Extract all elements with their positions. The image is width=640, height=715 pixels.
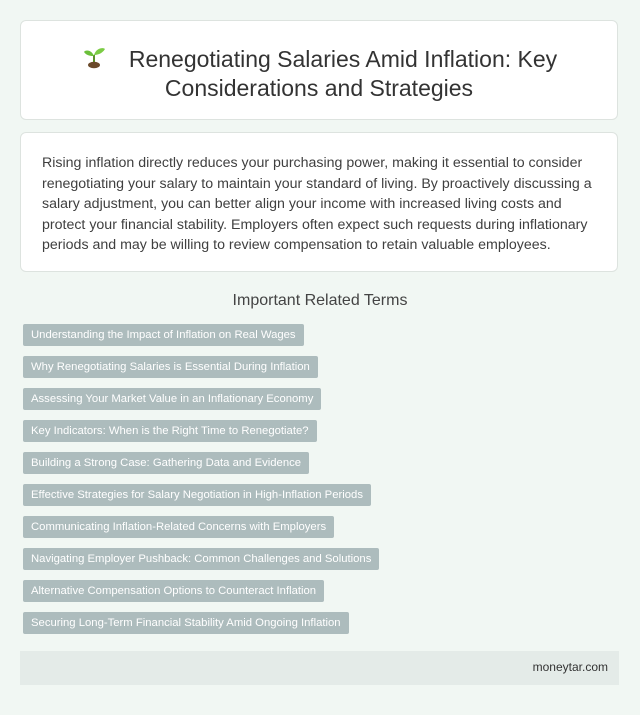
term-tag[interactable]: Assessing Your Market Value in an Inflationary Economy [23, 388, 321, 410]
title-card [20, 20, 618, 120]
sprout-icon [81, 44, 107, 70]
term-tag[interactable]: Building a Strong Case: Gathering Data and Evidence [23, 452, 309, 474]
term-tag[interactable]: Navigating Employer Pushback: Common Challenges and Solutions [23, 548, 379, 570]
intro-paragraph: Rising inflation directly reduces your purchasing power, making it essential to consider renegotiating your salary to maintain your standard of living. By proactively discussing a salary adjustment, you can better align your income with increased living costs and protect your financial stability. Employers often expect such requests during inflationary periods and may be willing to review compensation to retain valuable employees. [42, 155, 592, 253]
term-tag[interactable]: Key Indicators: When is the Right Time to Renegotiate? [23, 420, 317, 442]
footer-site-link[interactable]: moneytar.com [532, 660, 608, 674]
intro-card [20, 132, 618, 272]
term-tag[interactable]: Why Renegotiating Salaries is Essential During Inflation [23, 356, 318, 378]
footer-bar [20, 651, 619, 685]
page-title: Renegotiating Salaries Amid Inflation: Key Considerations and Strategies [128, 46, 558, 101]
page-title-block [21, 44, 617, 103]
term-tag[interactable]: Understanding the Impact of Inflation on Real Wages [23, 324, 304, 346]
related-terms-list [23, 324, 379, 644]
term-tag[interactable]: Communicating Inflation-Related Concerns with Employers [23, 516, 334, 538]
related-terms-heading: Important Related Terms [232, 292, 408, 309]
term-tag[interactable]: Alternative Compensation Options to Counteract Inflation [23, 580, 324, 602]
term-tag[interactable]: Effective Strategies for Salary Negotiation in High-Inflation Periods [23, 484, 371, 506]
term-tag[interactable]: Securing Long-Term Financial Stability Amid Ongoing Inflation [23, 612, 349, 634]
